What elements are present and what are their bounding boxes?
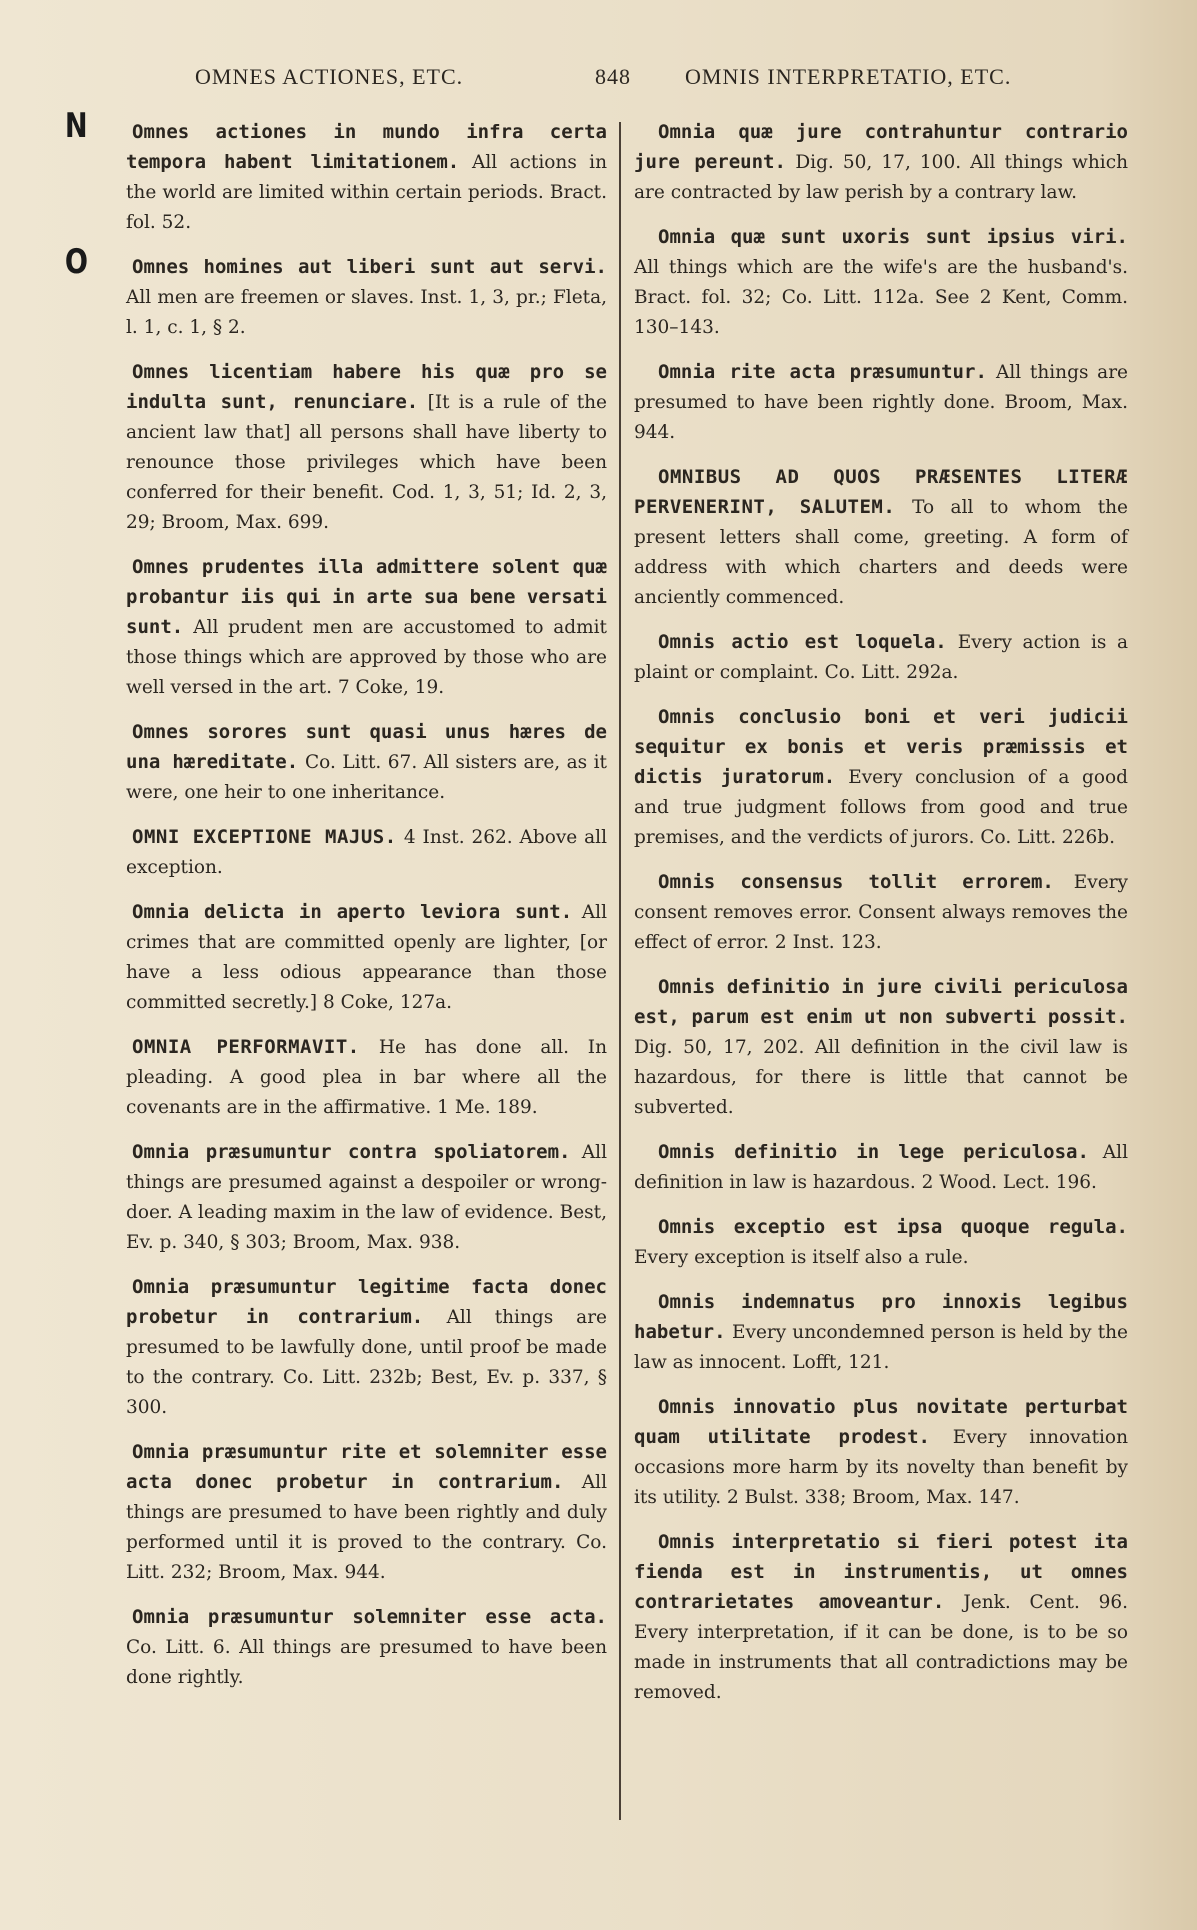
dictionary-entry [126,1437,607,1587]
dictionary-entry [126,822,607,882]
dictionary-entry [126,1272,607,1422]
entry-definition: Every exception is itself also a rule. [634,1247,969,1268]
entry-headword: Omnis interpretatio si fieri potest ita fienda est in instrumentis, ut omnes contrarietates amoveantur. [634,1531,1128,1613]
entry-definition: Co. Litt. 6. All things are presumed to have been done rightly. [126,1637,607,1688]
entry-definition: All prudent men are accustomed to admit those things which are approved by those who are well versed in the art. 7 Coke, 19. [126,617,607,698]
entry-definition: All definition in law is hazardous. 2 Wood. Lect. 196. [634,1142,1128,1193]
entry-headword: Omnia delicta in aperto leviora sunt. [132,901,573,923]
entry-headword: Omnis innovatio plus novitate perturbat quam utilitate prodest. [634,1396,1128,1448]
dictionary-entry [634,1392,1128,1512]
dictionary-entry [634,1287,1128,1377]
dictionary-entry [634,1527,1128,1707]
entry-definition: All things are presumed to be lawfully done, until proof be made to the contrary. Co. Litt. 232b; Best, Ev. p. 337, § 300. [126,1307,607,1418]
dictionary-entry [126,1602,607,1692]
entry-headword: Omnis conclusio boni et veri judicii sequitur ex bonis et veris præmissis et dictis juratorum. [634,706,1128,788]
dictionary-entry [126,357,607,537]
entry-headword: Omnia præsumuntur solemniter esse acta. [132,1606,607,1628]
dictionary-entry [634,357,1128,447]
entry-headword: Omnia præsumuntur contra spoliatorem. [132,1141,571,1163]
entry-definition: All things are presumed to have been rightly done. Broom, Max. 944. [634,362,1129,443]
dictionary-entry [126,717,607,807]
thumb-index-letter: O [64,242,89,282]
dictionary-entry [634,1137,1128,1197]
entry-headword: OMNIA PERFORMAVIT. [132,1036,360,1058]
entry-definition: All crimes that are committed openly are lighter, [or have a less odious appearance than those committed secretly.] 8 Coke, 127a. [126,902,607,1013]
entry-definition: To all to whom the present letters shall come, greeting. A form of address with which charters and deeds were anciently commenced. [634,497,1128,608]
dictionary-entry [634,222,1128,342]
dictionary-entry [126,552,607,702]
entry-definition: Every action is a plaint or complaint. Co. Litt. 292a. [634,632,1128,683]
entry-definition: All things which are the wife's are the husband's. Bract. fol. 32; Co. Litt. 112a. See 2 Kent, Comm. 130–143. [634,257,1128,338]
entry-definition: [It is a rule of the ancient law that] all persons shall have liberty to renounce those privileges which have been conferred for their benefit. Cod. 1, 3, 51; Id. 2, 3, 29; Broom, Max. 699. [126,392,607,533]
right-column [634,117,1128,1722]
dictionary-entry [126,1137,607,1257]
entry-definition: Dig. 50, 17, 100. All things which are contracted by law perish by a contrary law. [634,152,1128,203]
entry-headword: Omnis definitio in jure civili periculosa est, parum est enim ut non subverti possit. [634,976,1128,1028]
dictionary-entry [126,252,607,342]
dictionary-entry [634,867,1128,957]
entry-headword: Omnes prudentes illa admittere solent quæ probantur iis qui in arte sua bene versati sunt. [126,556,607,638]
entry-definition: All actions in the world are limited within certain periods. Bract. fol. 52. [126,152,607,233]
entry-definition: Every consent removes error. Consent always removes the effect of error. 2 Inst. 123. [634,872,1128,953]
page-number: 848 [595,64,631,89]
dictionary-entry [126,897,607,1017]
left-column [126,117,607,1707]
entry-headword: Omnis consensus tollit errorem. [658,871,1054,893]
entry-definition: Every uncondemned person is held by the law as innocent. Lofft, 121. [634,1322,1128,1373]
entry-definition: Jenk. Cent. 96. Every interpretation, if it can be done, is to be so made in instruments that all contradictions may be removed. [634,1592,1128,1703]
entry-definition: Co. Litt. 67. All sisters are, as it were, one heir to one inheritance. [126,752,607,803]
dictionary-entry [634,462,1128,612]
entry-definition: Dig. 50, 17, 202. All definition in the civil law is hazardous, for there is little that cannot be subverted. [634,1037,1128,1118]
running-header [150,64,1100,96]
dictionary-entry [634,117,1128,207]
dictionary-entry [634,1212,1128,1272]
entry-headword: Omnes homines aut liberi sunt aut servi. [132,256,607,278]
entry-headword: Omnis definitio in lege periculosa. [658,1141,1089,1163]
header-left-guide-word: OMNES ACTIONES, ETC. [195,64,464,89]
entry-definition: He has done all. In pleading. A good plea in bar where all the covenants are in the affirmative. 1 Me. 189. [126,1037,607,1118]
entry-headword: Omnia quæ jure contrahuntur contrario jure pereunt. [634,121,1128,173]
entry-headword: OMNI EXCEPTIONE MAJUS. [132,826,397,848]
dictionary-entry [634,627,1128,687]
entry-headword: Omnis exceptio est ipsa quoque regula. [658,1216,1128,1238]
dictionary-entry [126,117,607,237]
entry-headword: Omnis actio est loquela. [658,631,947,653]
entry-headword: Omnia præsumuntur rite et solemniter esse acta donec probetur in contrarium. [126,1441,607,1493]
entry-definition: Every innovation occasions more harm by its novelty than benefit by its utility. 2 Bulst. 338; Broom, Max. 147. [634,1427,1128,1508]
entry-headword: Omnia præsumuntur legitime facta donec probetur in contrarium. [126,1276,607,1328]
thumb-index-letter: N [64,106,88,146]
dictionary-entry [634,702,1128,852]
entry-headword: Omnes actiones in mundo infra certa tempora habent limitationem. [126,121,607,173]
entry-headword: Omnes sorores sunt quasi unus hæres de una hæreditate. [126,721,607,773]
entry-headword: Omnes licentiam habere his quæ pro se indulta sunt, renunciare. [126,361,607,413]
entry-headword: Omnis indemnatus pro innoxis legibus habetur. [634,1291,1128,1343]
entry-headword: OMNIBUS AD QUOS PRÆSENTES LITERÆ PERVENERINT, SALUTEM. [634,466,1128,518]
entry-definition: Every conclusion of a good and true judgment follows from good and true premises, and the verdicts of jurors. Co. Litt. 226b. [634,767,1128,848]
entry-headword: Omnia rite acta præsumuntur. [658,361,987,383]
entry-definition: All men are freemen or slaves. Inst. 1, 3, pr.; Fleta, l. 1, c. 1, § 2. [126,287,607,338]
entry-definition: 4 Inst. 262. Above all exception. [126,827,607,878]
entry-definition: All things are presumed to have been rightly and duly performed until it is proved to the contrary. Co. Litt. 232; Broom, Max. 944. [126,1472,607,1583]
dictionary-entry [126,1032,607,1122]
dictionary-entry [634,972,1128,1122]
header-right-guide-word: OMNIS INTERPRETATIO, ETC. [685,64,1012,89]
column-divider [619,122,621,1820]
entry-headword: Omnia quæ sunt uxoris sunt ipsius viri. [658,226,1128,248]
entry-definition: All things are presumed against a despoiler or wrong-doer. A leading maxim in the law of evidence. Best, Ev. p. 340, § 303; Broom, Max. 938. [126,1142,607,1253]
